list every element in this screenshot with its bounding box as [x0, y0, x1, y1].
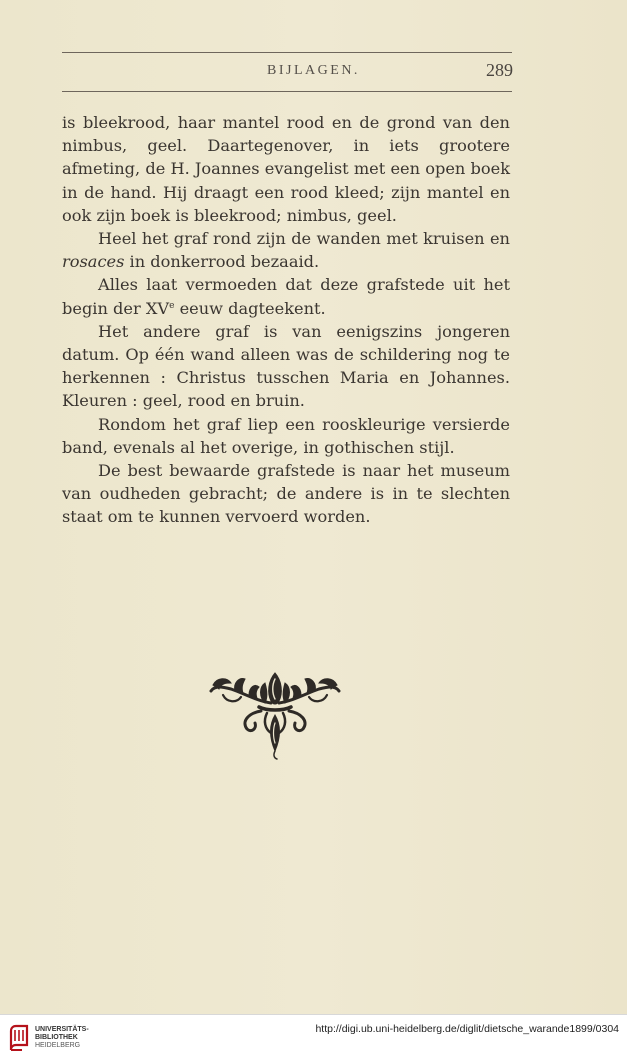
paragraph: is bleekrood, haar mantel rood en de grond van den nimbus, geel. Daartegenover, in iets grootere afmeting, de H. Joannes evangelist met een open boek in de hand. Hij draagt een rood kleed; zijn mantel en ook zijn boek is bleekrood; nimbus, geel.: [62, 113, 510, 225]
source-url-link[interactable]: http://digi.ub.uni-heidelberg.de/diglit/dietsche_warande1899/0304: [315, 1023, 619, 1035]
paragraph: Heel het graf rond zijn de wanden met kruisen en rosaces in donkerrood bezaaid.: [62, 229, 510, 272]
page-number: 289: [486, 60, 513, 80]
italic-term: rosaces: [62, 252, 125, 272]
paragraph: Het andere graf is van eenigszins jongeren datum. Op één wand alleen was de schildering nog te herkennen : Christus tusschen Maria en Johannes. Kleuren : geel, rood en bruin.: [62, 321, 510, 411]
header-rule-bottom: [62, 91, 512, 92]
digitization-footer: [0, 1014, 627, 1062]
paragraph: De best bewaarde grafstede is naar het museum van oudheden gebracht; de andere is in te slechten staat om te kunnen vervoerd worden.: [62, 461, 510, 527]
fleuron-ornament-icon: [205, 663, 345, 763]
paragraph: Rondom het graf liep een rooskleurige versierde band, evenals al het overige, in gothischen stijl.: [62, 414, 510, 457]
running-title: BIJLAGEN.: [267, 63, 360, 78]
header-rule-top: [62, 52, 512, 53]
body-text: [62, 111, 510, 529]
library-logo-icon: [8, 1023, 30, 1053]
library-name: UNIVERSITÄTS- BIBLIOTHEK HEIDELBERG: [35, 1026, 89, 1049]
paragraph: Alles laat vermoeden dat deze grafstede uit het begin der XVe eeuw dagteekent.: [62, 275, 510, 318]
superscript: e: [169, 300, 175, 311]
